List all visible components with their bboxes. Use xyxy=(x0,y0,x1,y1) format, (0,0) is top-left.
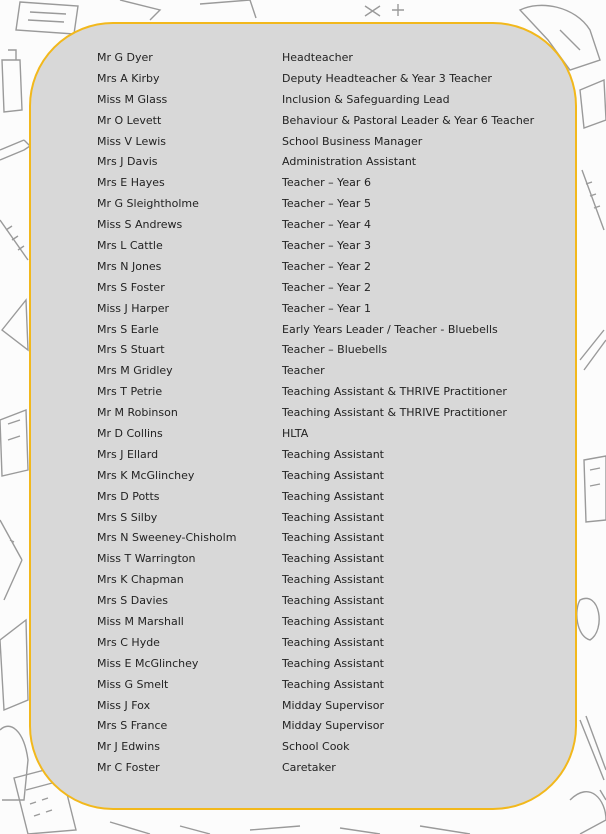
staff-role: Teacher – Bluebells xyxy=(282,343,388,357)
staff-row xyxy=(97,172,522,193)
staff-row xyxy=(97,569,522,590)
staff-role: Caretaker xyxy=(282,761,336,775)
staff-name: Miss J Harper xyxy=(97,301,170,315)
staff-role: Teacher – Year 6 xyxy=(282,176,371,190)
staff-row xyxy=(97,674,522,695)
staff-row xyxy=(97,68,522,89)
staff-role: Administration Assistant xyxy=(282,155,417,169)
staff-name: Miss S Andrews xyxy=(97,218,183,232)
ruler-right-doodle xyxy=(582,170,604,230)
staff-row xyxy=(97,319,522,340)
staff-role: Midday Supervisor xyxy=(282,698,385,712)
staff-name: Mrs E Hayes xyxy=(97,176,165,190)
backpack-right-doodle xyxy=(570,792,606,834)
staff-row xyxy=(97,235,522,256)
staff-row xyxy=(97,381,522,402)
staff-row xyxy=(97,339,522,360)
bottom-doodles xyxy=(110,822,470,834)
bag-doodle xyxy=(0,726,28,800)
staff-row xyxy=(97,757,522,778)
math-doodle xyxy=(365,4,404,16)
staff-role: Teaching Assistant xyxy=(282,531,384,545)
staff-name: Mrs M Gridley xyxy=(97,364,173,378)
staff-role: HLTA xyxy=(282,426,309,440)
staff-name: Mrs S Stuart xyxy=(97,343,165,357)
staff-row xyxy=(97,507,522,528)
staff-role: Teacher – Year 1 xyxy=(282,301,371,315)
staff-row xyxy=(97,695,522,716)
staff-row xyxy=(97,256,522,277)
notebook-doodle xyxy=(16,2,78,34)
staff-role: Inclusion & Safeguarding Lead xyxy=(282,92,450,106)
pen-right-doodle xyxy=(580,330,606,370)
staff-role: Headteacher xyxy=(282,50,353,64)
staff-name: Miss M Glass xyxy=(97,92,168,106)
compass-doodle xyxy=(0,520,22,600)
staff-role: Teaching Assistant & THRIVE Practitioner xyxy=(282,385,507,399)
staff-name: Mrs K Chapman xyxy=(97,573,184,587)
staff-role: Teaching Assistant xyxy=(282,635,384,649)
triangle-doodle xyxy=(2,300,28,350)
book-doodle xyxy=(0,620,28,710)
staff-role: Teaching Assistant xyxy=(282,614,384,628)
staff-row xyxy=(97,298,522,319)
staff-name: Mrs J Ellard xyxy=(97,447,159,461)
staff-role: Teaching Assistant xyxy=(282,677,384,691)
staff-row xyxy=(97,527,522,548)
staff-role: Deputy Headteacher & Year 3 Teacher xyxy=(282,71,492,85)
staff-name: Miss V Lewis xyxy=(97,134,167,148)
staff-role: Teaching Assistant xyxy=(282,468,384,482)
staff-row xyxy=(97,653,522,674)
staff-row xyxy=(97,151,522,172)
staff-name: Mr M Robinson xyxy=(97,406,178,420)
staff-name: Mr J Edwins xyxy=(97,740,160,754)
staff-row xyxy=(97,716,522,737)
staff-row xyxy=(97,736,522,757)
staff-name: Mrs S France xyxy=(97,719,168,733)
staff-row xyxy=(97,548,522,569)
staff-row xyxy=(97,131,522,152)
staff-role: Teaching Assistant & THRIVE Practitioner xyxy=(282,406,507,420)
staff-role: Teaching Assistant xyxy=(282,552,384,566)
staff-role: Teacher – Year 4 xyxy=(282,218,371,232)
staff-list xyxy=(97,47,535,778)
staff-row xyxy=(97,465,522,486)
staff-name: Miss T Warrington xyxy=(97,552,196,566)
pencil-right-doodle xyxy=(580,716,606,800)
staff-role: Teacher – Year 2 xyxy=(282,280,371,294)
staff-name: Mrs S Foster xyxy=(97,280,165,294)
staff-name: Mrs K McGlinchey xyxy=(97,468,195,482)
staff-role: Teacher – Year 3 xyxy=(282,238,371,252)
bottle-doodle xyxy=(2,50,22,112)
staff-role: Behaviour & Pastoral Leader & Year 6 Teacher xyxy=(282,113,535,127)
staff-row xyxy=(97,632,522,653)
staff-role: Early Years Leader / Teacher - Bluebells xyxy=(282,322,498,336)
staff-row xyxy=(97,214,522,235)
staff-row xyxy=(97,89,522,110)
staff-row xyxy=(97,277,522,298)
staff-name: Mr G Dyer xyxy=(97,50,153,64)
staff-role: Teaching Assistant xyxy=(282,573,384,587)
staff-role: Teaching Assistant xyxy=(282,656,384,670)
staff-name: Mrs S Davies xyxy=(97,594,168,608)
staff-row xyxy=(97,360,522,381)
staff-name: Miss J Fox xyxy=(97,698,151,712)
eraser-doodle xyxy=(580,80,606,128)
staff-role: School Business Manager xyxy=(282,134,423,148)
calculator-doodle xyxy=(0,410,28,476)
staff-name: Mrs S Earle xyxy=(97,322,159,336)
staff-name: Mr D Collins xyxy=(97,426,163,440)
staff-role: Midday Supervisor xyxy=(282,719,385,733)
staff-name: Mr G Sleightholme xyxy=(97,197,199,211)
paper-doodle xyxy=(120,0,256,20)
staff-role: Teacher xyxy=(282,364,325,378)
staff-name: Mrs C Hyde xyxy=(97,635,160,649)
staff-name: Mrs S Silby xyxy=(97,510,158,524)
staff-name: Mrs L Cattle xyxy=(97,238,163,252)
calculator-right-doodle xyxy=(584,456,606,522)
ruler-doodle xyxy=(0,220,28,260)
staff-row xyxy=(97,590,522,611)
staff-name: Miss M Marshall xyxy=(97,614,184,628)
staff-row xyxy=(97,486,522,507)
staff-row xyxy=(97,110,535,131)
staff-name: Mrs N Jones xyxy=(97,259,162,273)
staff-name: Mrs T Petrie xyxy=(97,385,163,399)
staff-name: Mrs N Sweeney-Chisholm xyxy=(97,531,237,545)
staff-row xyxy=(97,444,522,465)
staff-row xyxy=(97,402,522,423)
staff-name: Mr O Levett xyxy=(97,113,162,127)
globe-right-doodle xyxy=(577,598,599,640)
staff-name: Mrs D Potts xyxy=(97,489,160,503)
staff-role: Teaching Assistant xyxy=(282,594,384,608)
staff-role: Teaching Assistant xyxy=(282,510,384,524)
staff-name: Miss E McGlinchey xyxy=(97,656,199,670)
staff-role: Teaching Assistant xyxy=(282,489,384,503)
staff-role: Teacher – Year 5 xyxy=(282,197,371,211)
pencil-doodle xyxy=(0,140,30,160)
staff-row xyxy=(97,193,522,214)
staff-name: Mr C Foster xyxy=(97,761,160,775)
staff-name: Mrs A Kirby xyxy=(97,71,160,85)
staff-role: Teacher – Year 2 xyxy=(282,259,371,273)
staff-row xyxy=(97,47,522,68)
staff-name: Mrs J Davis xyxy=(97,155,158,169)
staff-row xyxy=(97,423,522,444)
staff-row xyxy=(97,611,522,632)
staff-role: School Cook xyxy=(282,740,350,754)
staff-role: Teaching Assistant xyxy=(282,447,384,461)
staff-name: Miss G Smelt xyxy=(97,677,169,691)
